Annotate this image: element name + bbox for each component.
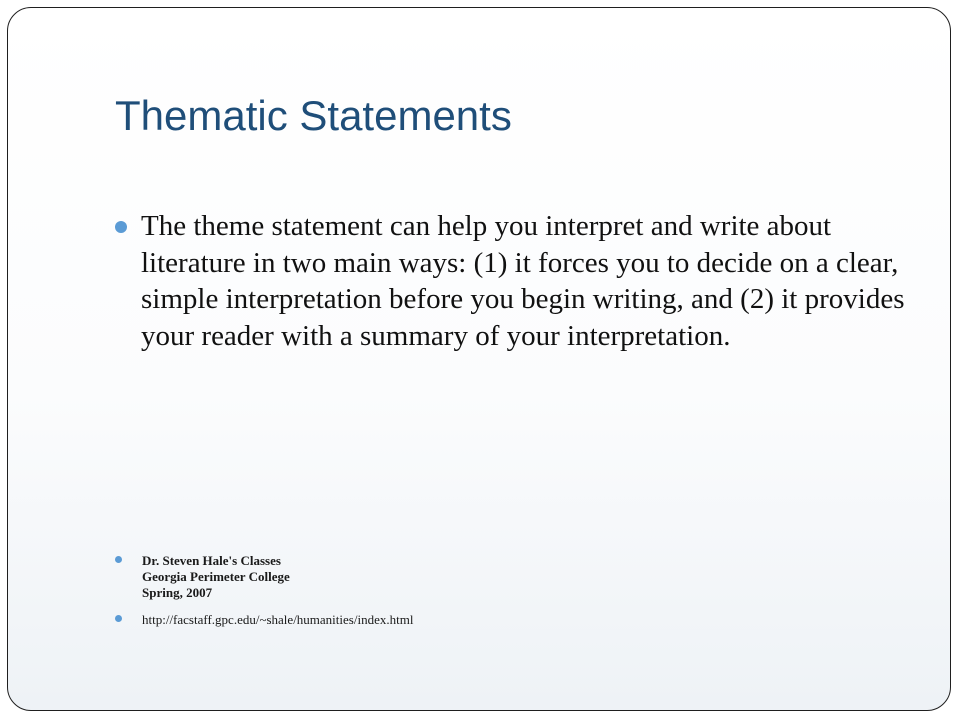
slide-title: Thematic Statements bbox=[115, 92, 512, 139]
credit-line-college: Georgia Perimeter College bbox=[142, 569, 290, 584]
bullet-dot-icon bbox=[115, 556, 122, 563]
credit-bullet-item bbox=[114, 553, 514, 601]
credit-line-term: Spring, 2007 bbox=[142, 585, 213, 600]
slide-frame bbox=[7, 7, 951, 711]
bullet-dot-icon bbox=[115, 615, 122, 622]
credit-text bbox=[142, 553, 514, 601]
main-bullet-text: The theme statement can help you interpret and write about literature in two main ways: (1) it forces you to decide on a clear, simple interpretation before you begin writing, and (2) it provides your reader with a summary of your interpretation. bbox=[141, 210, 905, 352]
url-bullet-item bbox=[114, 612, 614, 628]
credit-line-author: Dr. Steven Hale's Classes bbox=[142, 553, 281, 568]
main-bullet-item bbox=[114, 208, 914, 354]
source-url[interactable]: http://facstaff.gpc.edu/~shale/humanities/index.html bbox=[142, 612, 414, 627]
bullet-dot-icon bbox=[115, 221, 127, 233]
